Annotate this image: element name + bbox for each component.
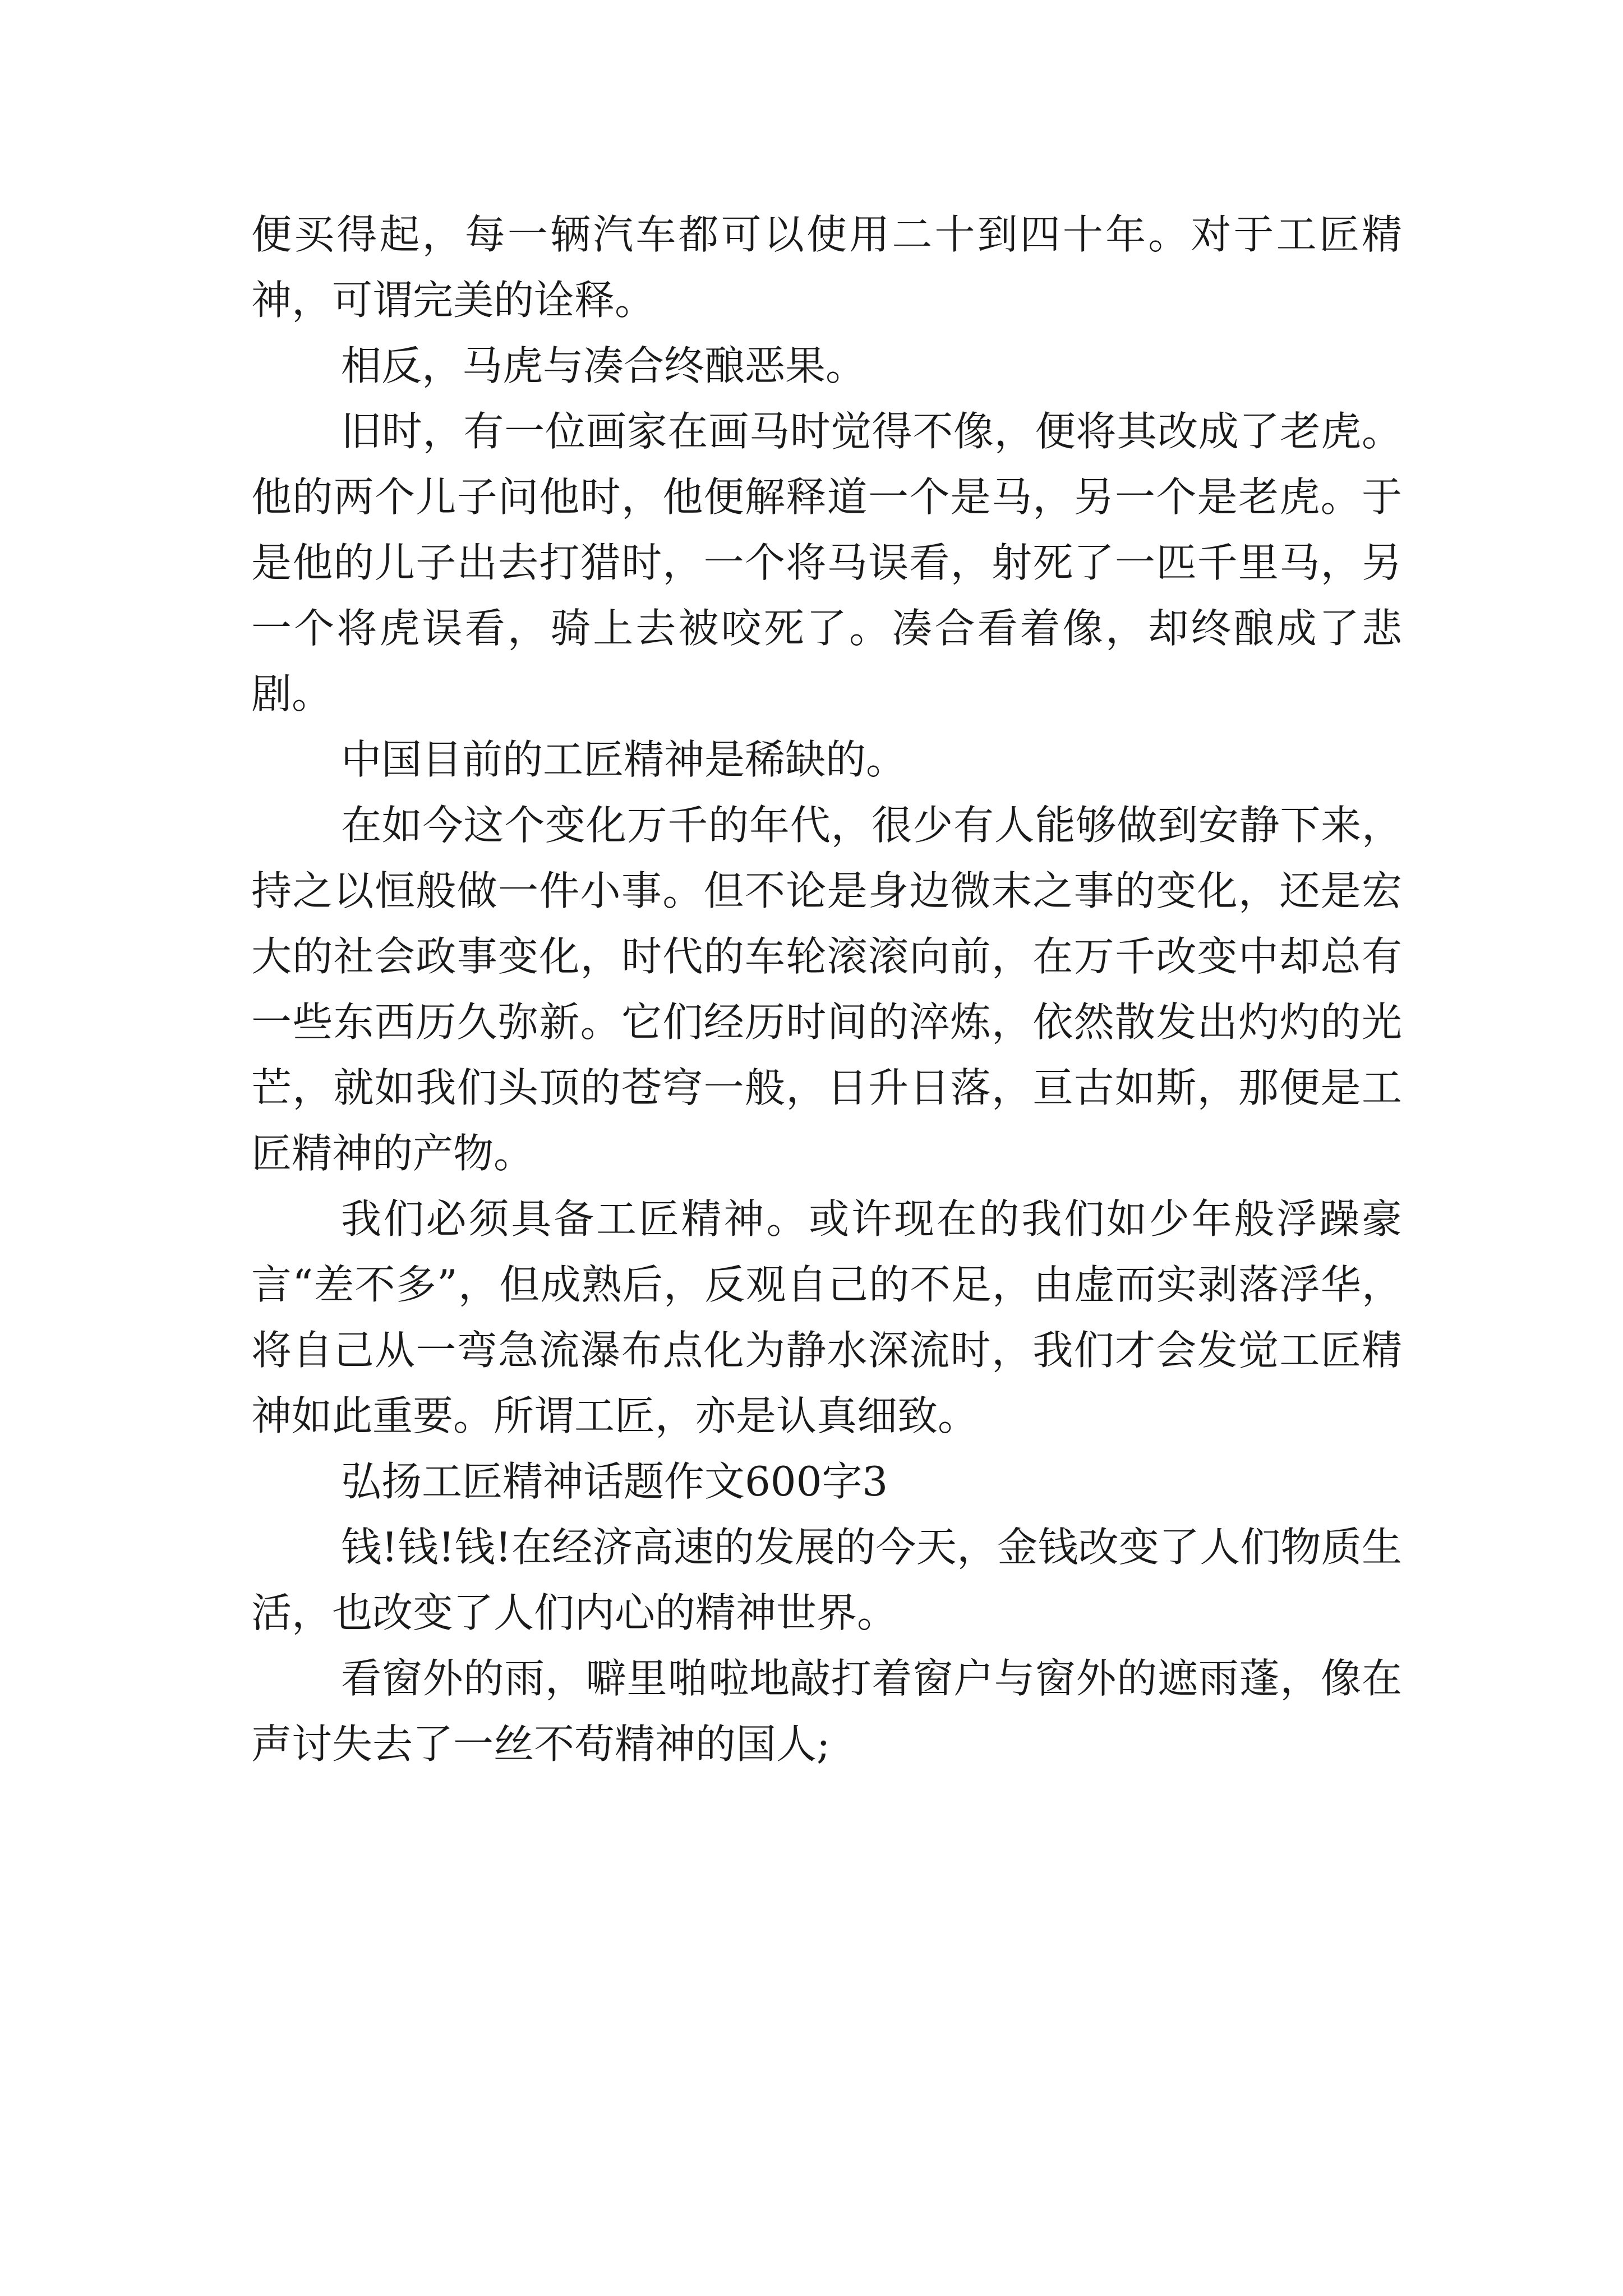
paragraph: 旧时，有一位画家在画马时觉得不像，便将其改成了老虎。他的两个儿子问他时，他便解释道一个是马，另一个是老虎。于是他的儿子出去打猎时，一个将马误看，射死了一匹千里马，另一个将虎误看，骑上去被咬死了。凑合看着像，却终酿成了悲剧。 <box>251 408 1402 717</box>
paragraph: 钱!钱!钱!在经济高速的发展的今天，金钱改变了人们物质生活，也改变了人们内心的精神世界。 <box>251 1524 1402 1636</box>
paragraph: 看窗外的雨，噼里啪啦地敲打着窗户与窗外的遮雨蓬，像在声讨失去了一丝不苟精神的国人; <box>251 1655 1402 1768</box>
paragraph: 我们必须具备工匠精神。或许现在的我们如少年般浮躁豪言“差不多”，但成熟后，反观自己的不足，由虚而实剥落浮华，将自己从一弯急流瀑布点化为静水深流时，我们才会发觉工匠精神如此重要。所谓工匠，亦是认真细致。 <box>251 1195 1402 1439</box>
document-body <box>251 202 1402 1777</box>
paragraph: 相反，马虎与凑合终酿恶果。 <box>341 342 866 389</box>
paragraph: 中国目前的工匠精神是稀缺的。 <box>341 736 907 783</box>
paragraph-continuation: 便买得起，每一辆汽车都可以使用二十到四十年。对于工匠精神，可谓完美的诠释。 <box>251 211 1402 324</box>
paragraph: 在如今这个变化万千的年代，很少有人能够做到安静下来，持之以恒般做一件小事。但不论是身边微末之事的变化，还是宏大的社会政事变化，时代的车轮滚滚向前，在万千改变中却总有一些东西历久弥新。它们经历时间的淬炼，依然散发出灼灼的光芒，就如我们头顶的苍穹一般，日升日落，亘古如斯，那便是工匠精神的产物。 <box>251 802 1402 1177</box>
section-heading: 弘扬工匠精神话题作文600字3 <box>341 1458 888 1505</box>
